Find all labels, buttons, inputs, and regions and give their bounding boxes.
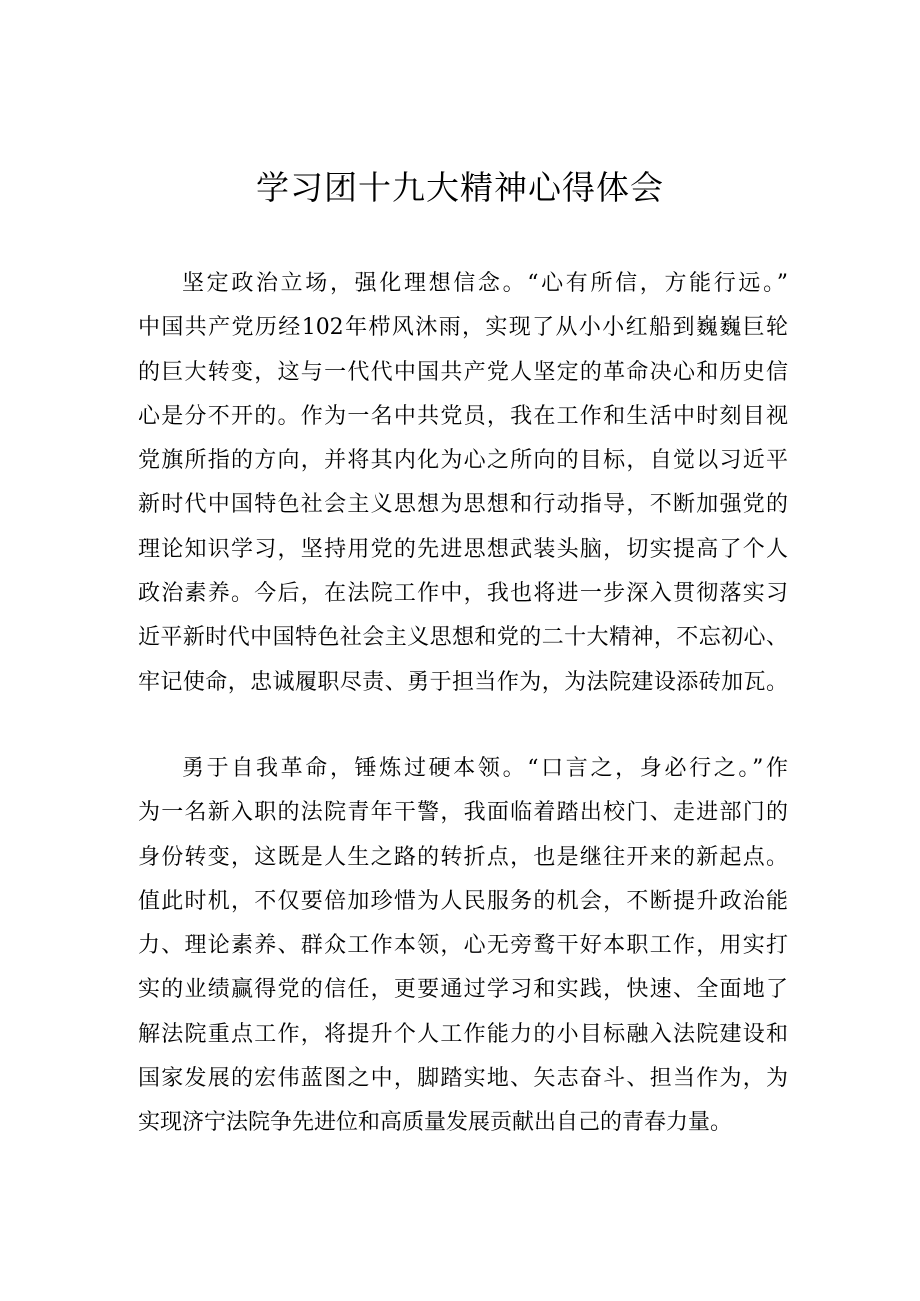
- document-title: 学习团十九大精神心得体会: [256, 168, 664, 207]
- paragraph-line: 政治素养。今后，在法院工作中，我也将进一步深入贯彻落实习: [138, 581, 788, 607]
- paragraph-line: 值此时机，不仅要倍加珍惜为人民服务的机会，不断提升政治能: [138, 888, 788, 914]
- paragraph-line: 坚定政治立场，强化理想信念。“心有所信，方能行远。”: [182, 271, 788, 296]
- paragraph-line: 理论知识学习，坚持用党的先进思想武装头脑，切实提高了个人: [138, 536, 788, 562]
- paragraph-line: 牢记使命，忠诚履职尽责、勇于担当作为，为法院建设添砖加瓦。: [138, 669, 788, 695]
- paragraph-1: [138, 262, 788, 705]
- paragraph-line: 力、理论素养、群众工作本领，心无旁鹜干好本职工作，用实打: [138, 933, 788, 959]
- paragraph-line: 党旗所指的方向，并将其内化为心之所向的目标，自觉以习近平: [138, 448, 788, 474]
- paragraph-line: 实现济宁法院争先进位和高质量发展贡献出自己的青春力量。: [138, 1110, 733, 1136]
- paragraph-line: 的巨大转变，这与一代代中国共产党人坚定的革命决心和历史信: [138, 359, 788, 385]
- paragraph-line: 勇于自我革命，锤炼过硬本领。“口言之，身必行之。”作: [182, 756, 788, 781]
- paragraph-line: 新时代中国特色社会主义思想为思想和行动指导，不断加强党的: [138, 492, 788, 518]
- paragraph-line: 心是分不开的。作为一名中共党员，我在工作和生活中时刻目视: [138, 403, 788, 429]
- paragraph-line: 近平新时代中国特色社会主义思想和党的二十大精神，不忘初心、: [138, 625, 788, 651]
- paragraph-line: 国家发展的宏伟蓝图之中，脚踏实地、矢志奋斗、担当作为，为: [138, 1066, 788, 1092]
- paragraph-line: 中国共产党历经102年栉风沐雨，实现了从小小红船到巍巍巨轮: [138, 315, 788, 341]
- paragraph-line: 身份转变，这既是人生之路的转折点，也是继往开来的新起点。: [138, 844, 788, 870]
- paragraph-line: 实的业绩赢得党的信任，更要通过学习和实践，快速、全面地了: [138, 977, 788, 1003]
- paragraph-line: 为一名新入职的法院青年干警，我面临着踏出校门、走进部门的: [138, 800, 788, 826]
- paragraph-line: 解法院重点工作，将提升个人工作能力的小目标融入法院建设和: [138, 1021, 788, 1047]
- paragraph-2: [138, 747, 788, 1146]
